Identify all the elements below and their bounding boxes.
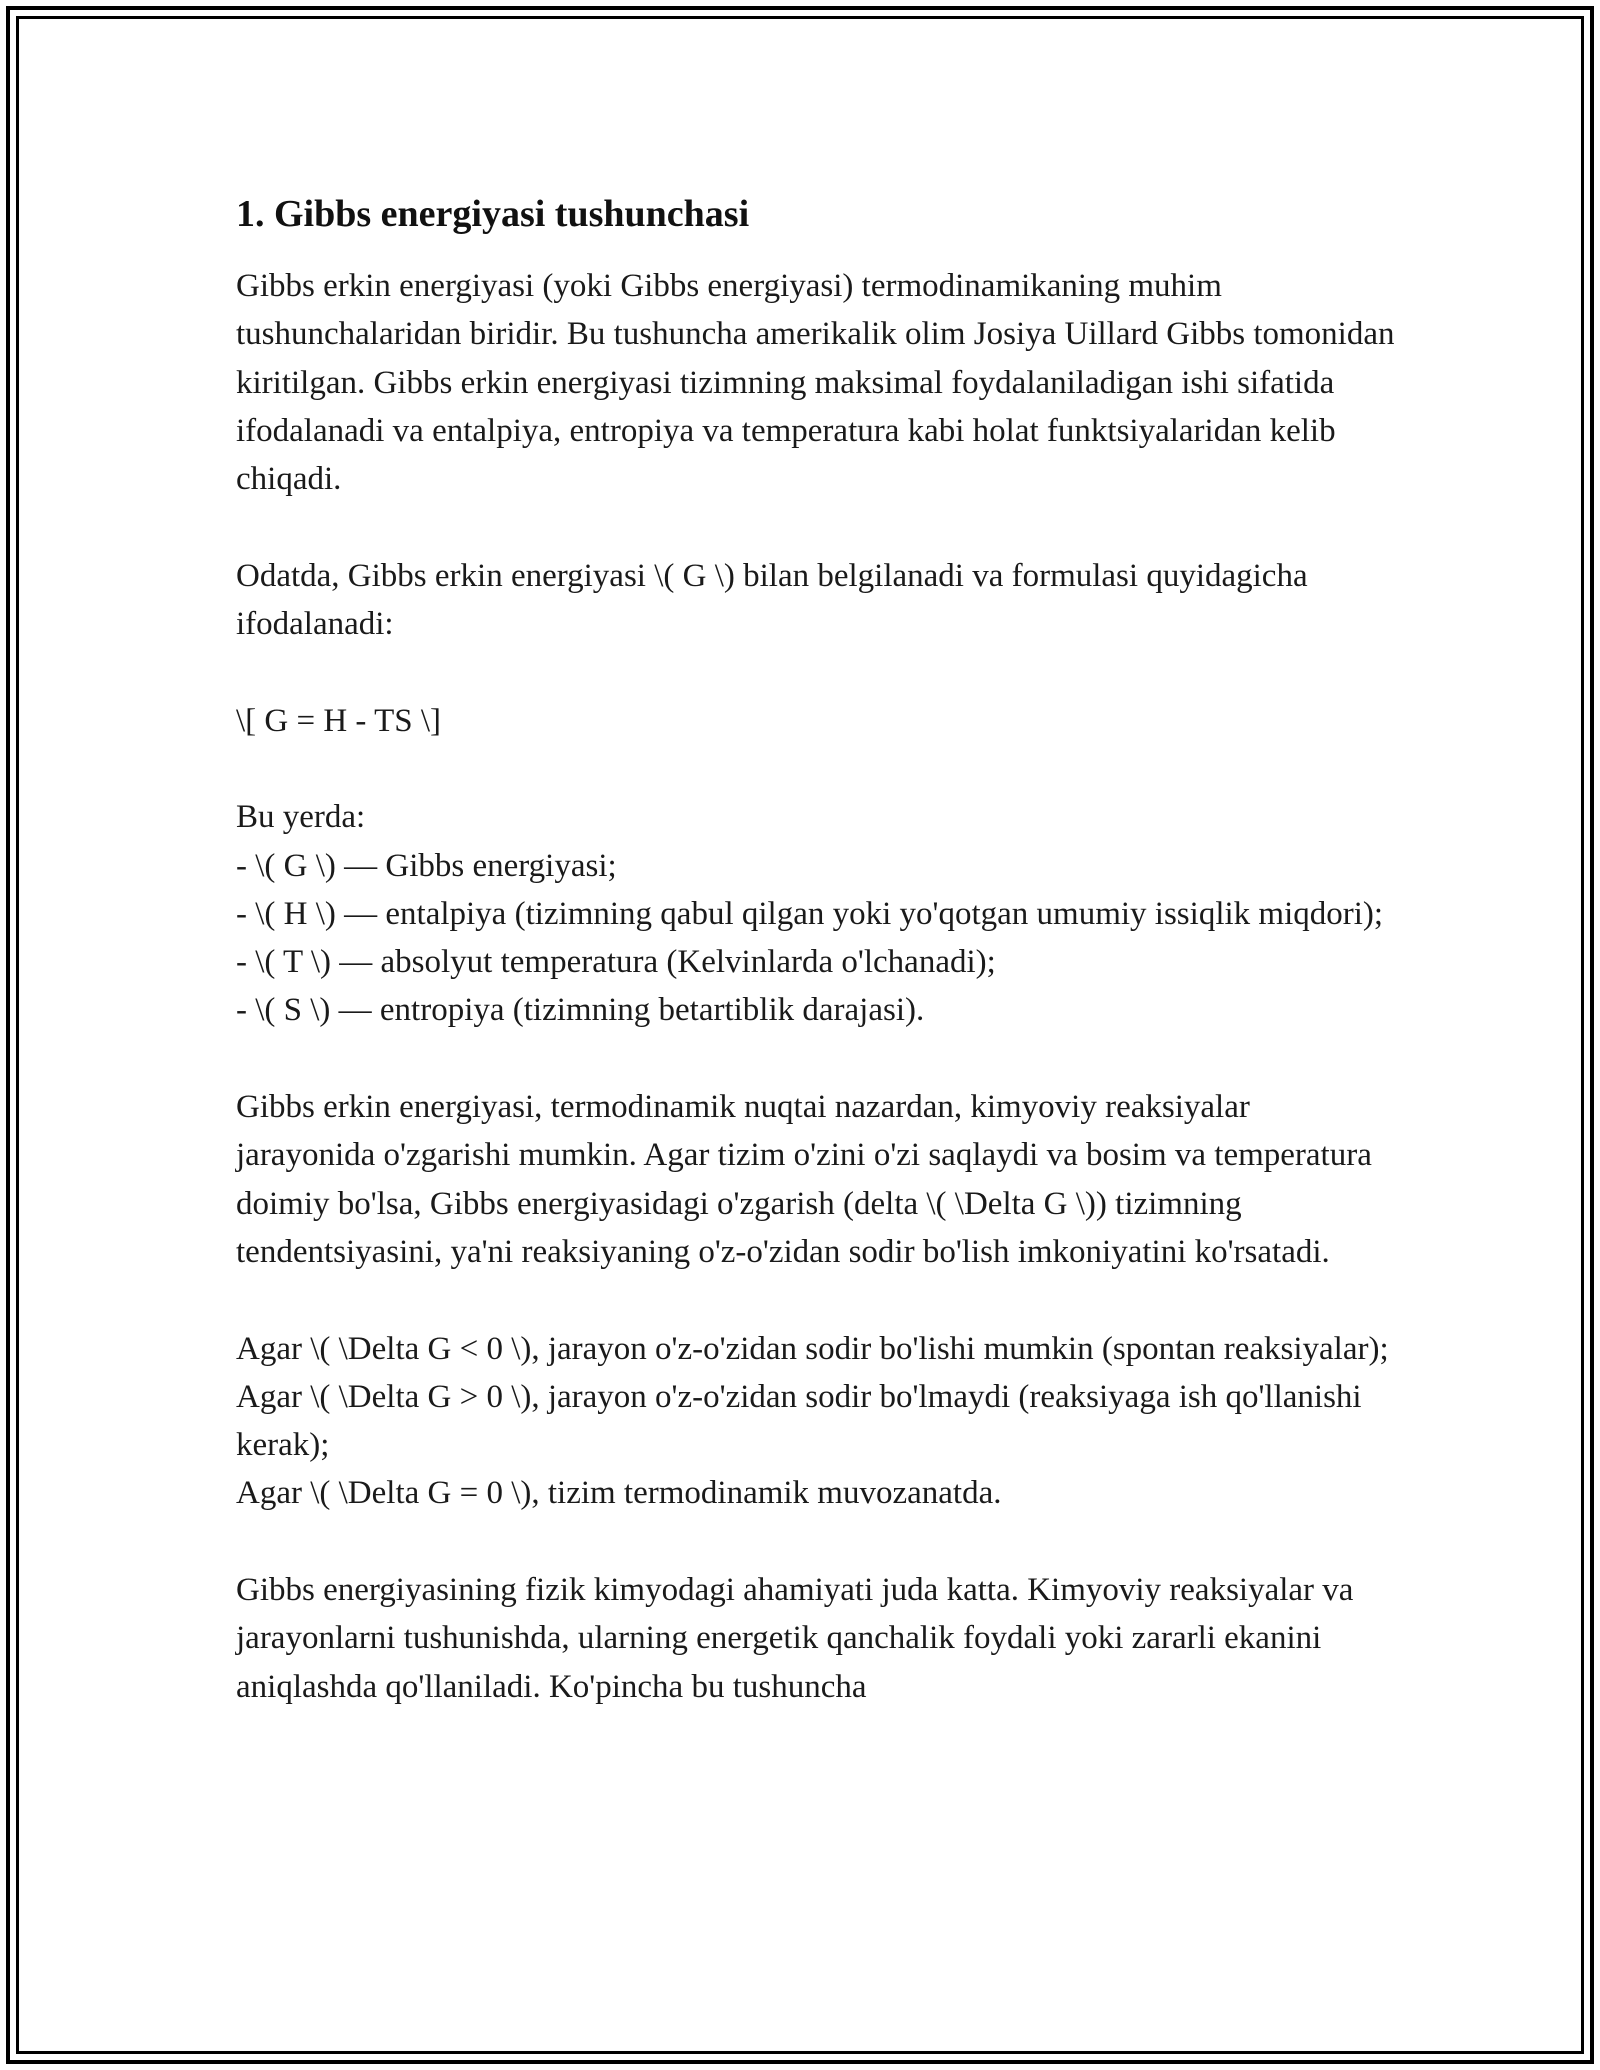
definitions-list [236, 793, 1396, 1034]
intro-paragraph: Gibbs erkin energiyasi (yoki Gibbs energiyasi) termodinamikaning muhim tushunchalaridan biridir. Bu tushuncha amerikalik olim Josiya Uillard Gibbs tomonidan kiritilgan. Gibbs erkin energiyasi tizimning maksimal foydalaniladigan ishi sifatida ifodalanadi va entalpiya, entropiya va temperatura kabi holat funktsiyalaridan kelib chiqadi. [236, 268, 1395, 498]
definitions-intro: Bu yerda: [236, 799, 366, 836]
condition-item: Agar \( \Delta G < 0 \), jarayon o'z-o'zidan sodir bo'lishi mumkin (spontan reaksiyalar); [236, 1330, 1389, 1367]
significance-paragraph: Gibbs energiyasining fizik kimyodagi ahamiyati juda katta. Kimyoviy reaksiyalar va jarayonlarni tushunishda, ularning energetik qanchalik foydali yoki zararli ekanini aniqlashda qo'llaniladi. Ko'pincha bu tushuncha [236, 1572, 1354, 1705]
gibbs-formula: \[ G = H - TS \] [236, 702, 441, 739]
condition-item: Agar \( \Delta G > 0 \), jarayon o'z-o'zidan sodir bo'lmaydi (reaksiyaga ish qo'llanishi kerak); [236, 1378, 1362, 1464]
definition-item: - \( T \) — absolyut temperatura (Kelvinlarda o'lchanadi); [236, 944, 996, 981]
definition-item: - \( G \) — Gibbs energiyasi; [236, 847, 617, 884]
condition-item: Agar \( \Delta G = 0 \), tizim termodinamik muvozanatda. [236, 1475, 1002, 1512]
document-body [236, 186, 1396, 1759]
notation-paragraph: Odatda, Gibbs erkin energiyasi \( G \) bilan belgilanadi va formulasi quyidagicha ifodalanadi: [236, 557, 1308, 643]
section-heading: 1. Gibbs energiyasi tushunchasi [236, 193, 750, 235]
conditions-list [236, 1325, 1396, 1518]
definition-item: - \( S \) — entropiya (tizimning betartiblik darajasi). [236, 992, 925, 1029]
definition-item: - \( H \) — entalpiya (tizimning qabul qilgan yoki yo'qotgan umumiy issiqlik miqdori); [236, 895, 1384, 932]
delta-g-paragraph: Gibbs erkin energiyasi, termodinamik nuqtai nazardan, kimyoviy reaksiyalar jarayonida o'zgarishi mumkin. Agar tizim o'zini o'zi saqlaydi va bosim va temperatura doimiy bo'lsa, Gibbs energiyasidagi o'zgarish (delta \( \Delta G \)) tizimning tendentsiyasini, ya'ni reaksiyaning o'z-o'zidan sodir bo'lish imkoniyatini ko'rsatadi. [236, 1089, 1372, 1270]
